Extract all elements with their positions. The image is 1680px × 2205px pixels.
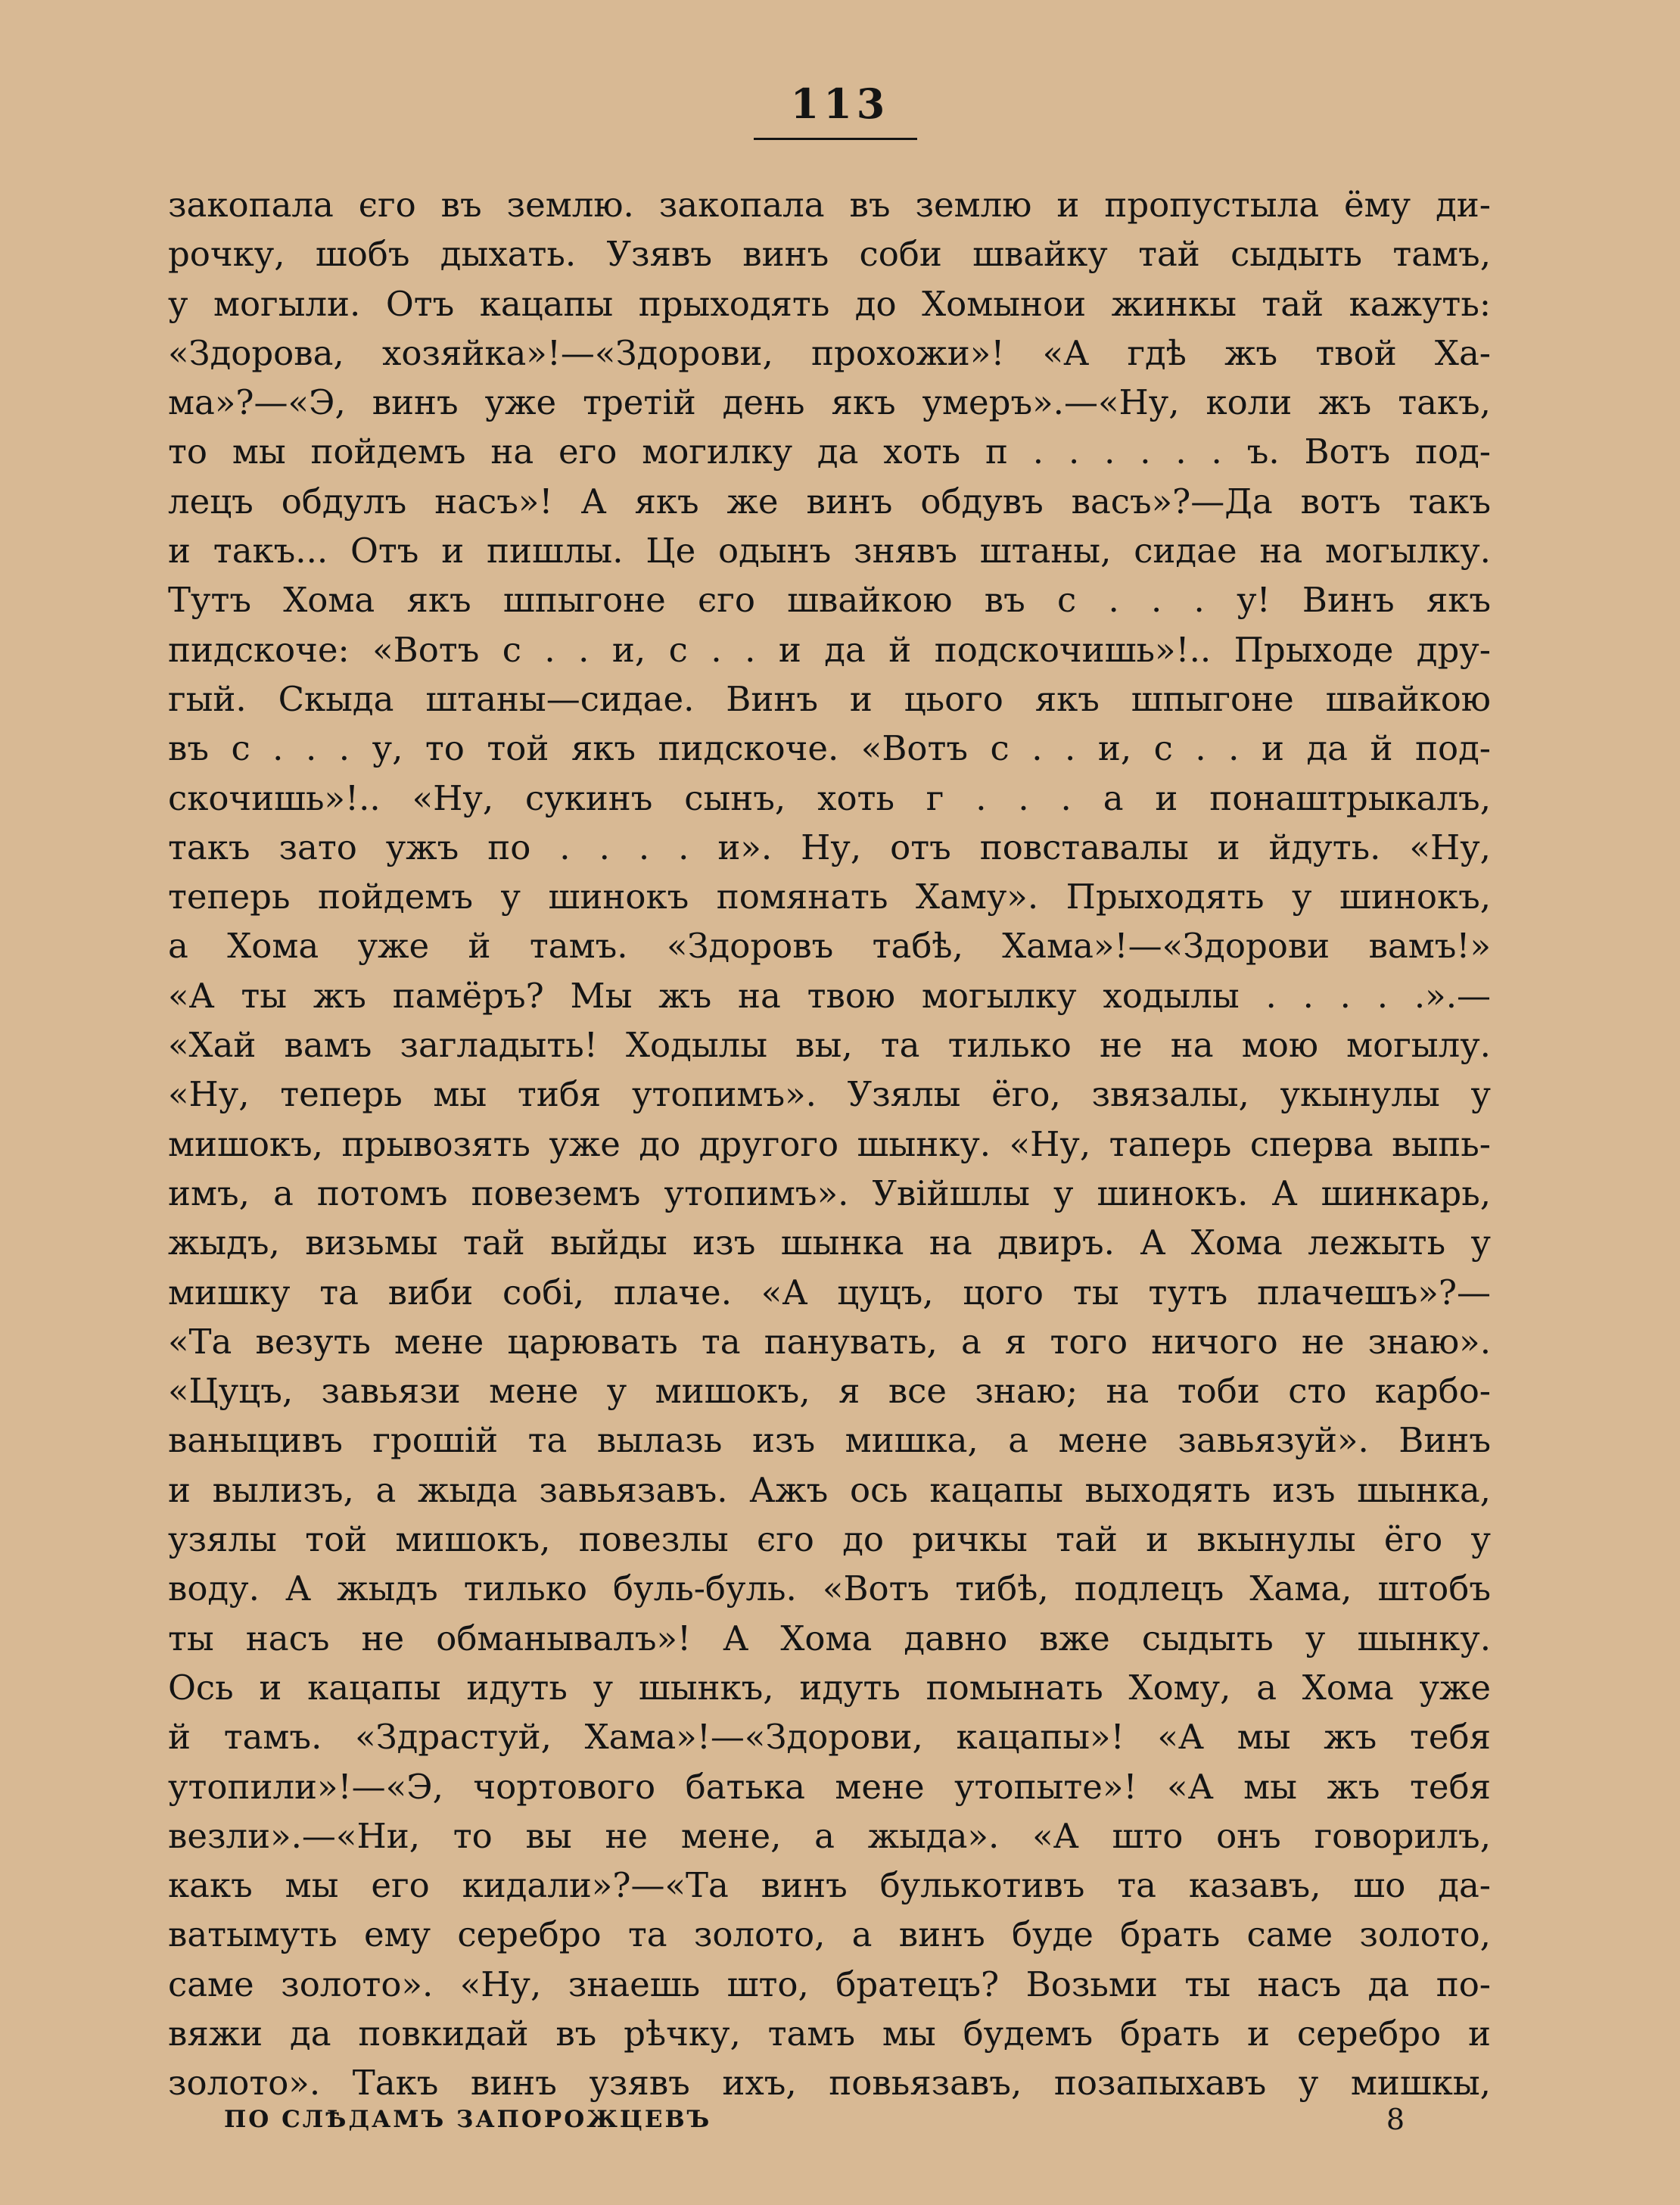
text-line: гый. Скыда штаны—сидае. Винъ и цього якъ шпыгоне швайкою (168, 678, 1491, 719)
footer-signature: ПО СЛѢДАМЪ ЗАПОРОЖЦЕВЪ (224, 2106, 712, 2133)
text-line: а Хома уже й тамъ. «Здоровъ табѣ, Хама»!—«Здорови вамъ!» (168, 926, 1491, 967)
text-line: скочишь»!.. «Ну, сукинъ сынъ, хоть г . . . а и понаштрыкалъ, (168, 777, 1491, 818)
text-line: «Та везуть мене царювать та панувать, а я того ничого не знаю». (168, 1321, 1491, 1362)
text-line: въ с . . . у, то той якъ пидскоче. «Вотъ с . . и, с . . и да й под- (168, 728, 1491, 769)
text-line: и вылизъ, а жыда завьязавъ. Ажъ ось кацапы выходять изъ шынка, (168, 1469, 1491, 1510)
text-line: закопала єго въ землю. закопала въ землю и пропустыла ёму ди- (168, 185, 1491, 225)
text-line: узялы той мишокъ, повезлы єго до ричкы тай и вкынулы ёго у (168, 1519, 1491, 1560)
text-line: Тутъ Хома якъ шпыгоне єго швайкою въ с . . . у! Винъ якъ (168, 580, 1491, 621)
text-line: какъ мы его кидали»?—«Та винъ булькотивъ та казавъ, шо да- (168, 1865, 1491, 1906)
text-line: и такъ... Отъ и пишлы. Це одынъ знявъ штаны, сидае на могылку. (168, 531, 1491, 571)
text-line: ваныцивъ грошій та вылазь изъ мишка, а мене завьязуй». Винъ (168, 1420, 1491, 1461)
text-line: «Хай вамъ загладыть! Ходылы вы, та тилько не на мою могылу. (168, 1025, 1491, 1066)
text-line: й тамъ. «Здрастуй, Хама»!—«Здорови, кацапы»! «А мы жъ тебя (168, 1717, 1491, 1758)
text-line: такъ зато ужъ по . . . . и». Ну, отъ повставалы и йдуть. «Ну, (168, 827, 1491, 867)
text-line: воду. А жыдъ тилько буль-буль. «Вотъ тибѣ, подлецъ Хама, штобъ (168, 1568, 1491, 1609)
text-line: теперь пойдемъ у шинокъ помянать Хаму». Прыходять у шинокъ, (168, 877, 1491, 917)
text-body (168, 180, 1491, 2108)
page-number: 113 (790, 79, 890, 128)
text-line: мишокъ, прывозять уже до другого шынку. «Ну, таперь сперва выпь- (168, 1123, 1491, 1164)
text-line: «Здорова, хозяйка»!—«Здорови, прохожи»! «А гдѣ жъ твой Ха- (168, 332, 1491, 373)
text-line: золото». Такъ винъ узявъ ихъ, повьязавъ, позапыхавъ у мишкы, (168, 2063, 1491, 2104)
text-line: «Ну, теперь мы тибя утопимъ». Узялы ёго, звязалы, укынулы у (168, 1074, 1491, 1115)
footer-sheet-mark: 8 (1386, 2103, 1405, 2136)
text-line: Ось и кацапы идуть у шынкъ, идуть помынать Хому, а Хома уже (168, 1667, 1491, 1708)
text-line: имъ, а потомъ повеземъ утопимъ». Увійшлы у шинокъ. А шинкарь, (168, 1173, 1491, 1213)
text-line: мишку та виби собі, плаче. «А цуцъ, цого ты тутъ плачешъ»?— (168, 1272, 1491, 1313)
text-line: утопили»!—«Э, чортового батька мене утопыте»! «А мы жъ тебя (168, 1766, 1491, 1807)
text-line: «Цуцъ, завьязи мене у мишокъ, я все знаю; на тоби сто карбо- (168, 1371, 1491, 1412)
page-number-rule (754, 138, 917, 140)
text-line: вяжи да повкидай въ рѣчку, тамъ мы будемъ брать и серебро и (168, 2013, 1491, 2054)
text-line: «А ты жъ памёръ? Мы жъ на твою могылку ходылы . . . . .».— (168, 975, 1491, 1016)
text-line: ватымуть ему серебро та золото, а винъ буде брать саме золото, (168, 1914, 1491, 1955)
page-footer (224, 2103, 1405, 2144)
text-line: везли».—«Ни, то вы не мене, а жыда». «А што онъ говорилъ, (168, 1815, 1491, 1856)
text-line: пидскоче: «Вотъ с . . и, с . . и да й подскочишь»!.. Прыходе дру- (168, 629, 1491, 670)
text-line: лецъ обдулъ насъ»! А якъ же винъ обдувъ васъ»?—Да вотъ такъ (168, 481, 1491, 522)
text-line: саме золото». «Ну, знаешь што, братецъ? Возьми ты насъ да по- (168, 1964, 1491, 2004)
text-line: рочку, шобъ дыхать. Узявъ винъ соби швайку тай сыдыть тамъ, (168, 234, 1491, 275)
text-line: жыдъ, визьмы тай выйды изъ шынка на двиръ. А Хома лежыть у (168, 1222, 1491, 1263)
text-line: то мы пойдемъ на его могилку да хоть п . . . . . . ъ. Вотъ под- (168, 431, 1491, 472)
text-line: ты насъ не обманывалъ»! А Хома давно вже сыдыть у шынку. (168, 1618, 1491, 1658)
text-line: ма»?—«Э, винъ уже третій день якъ умеръ».—«Ну, коли жъ такъ, (168, 382, 1491, 423)
text-line: у могыли. Отъ кацапы прыходять до Хомынои жинкы тай кажуть: (168, 283, 1491, 324)
